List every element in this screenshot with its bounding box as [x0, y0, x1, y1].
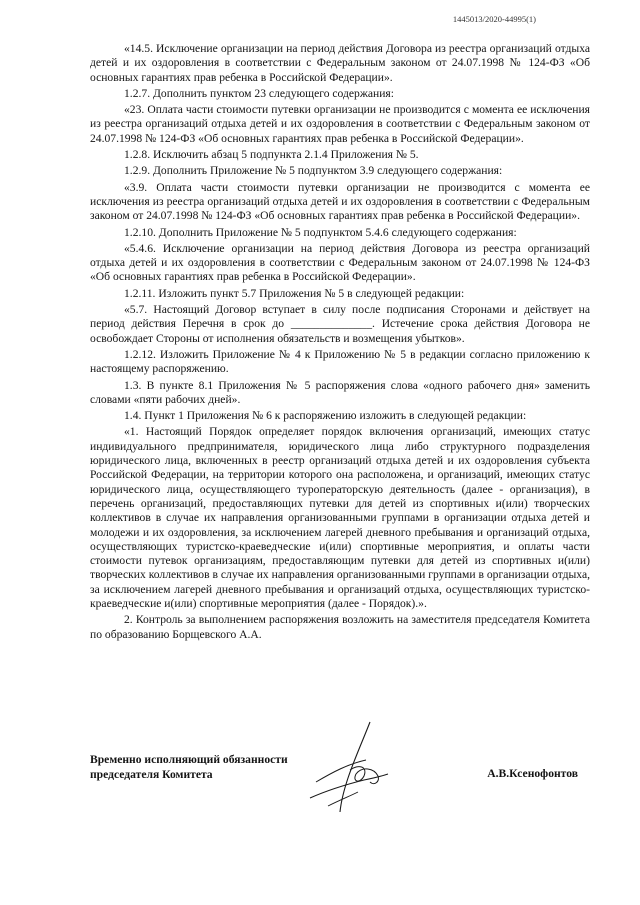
signatory-title	[90, 753, 288, 782]
paragraph: 1.2.12. Изложить Приложение № 4 к Приложению № 5 в редакции согласно приложению к настоящему распоряжению.	[90, 347, 590, 376]
paragraph: «14.5. Исключение организации на период действия Договора из реестра организаций отдыха детей и их оздоровления в соответствии с Федеральным законом от 24.07.1998 № 124-ФЗ «Об основных гарантиях прав ребенка в Российской Федерации».	[90, 42, 590, 84]
paragraph: 1.2.7. Дополнить пунктом 23 следующего содержания:	[124, 86, 394, 100]
paragraph: 2. Контроль за выполнением распоряжения возложить на заместителя председателя Комитета по образованию Борщевского А.А.	[90, 613, 590, 641]
signatory-title-line: Временно исполняющий обязанности	[90, 753, 288, 766]
handwritten-signature-icon	[308, 720, 418, 820]
document-body	[90, 42, 590, 644]
paragraph: «1. Настоящий Порядок определяет порядок включения организаций, имеющих статус индивидуального предпринимателя, юридического лица либо структурного подразделения юридического лица, включенных в реестр организаций отдыха детей и их оздоровления субъекта Российской Федерации, на территории которого она расположена, и организаций, имеющих статус юридического лица, осуществляющего туроператорскую деятельность (далее - организация), в перечень организаций, предоставляющих путевки для детей из спортивных и(или) творческих коллективов в случае их направления организованными группами в организации отдыха детей и молодежи и их оздоровления, за исключением лагерей дневного пребывания и организаций отдыха, осуществляющих туристско-краеведческие и(или) спортивные мероприятия, и оплаты части стоимости путевок организациям, предоставляющим путевки для детей из спортивных и(или) творческих коллективов в случае их направления организованными группами в организации отдыха, за исключением лагерей дневного пребывания и организаций отдыха, осуществляющих туристско-краеведческие и(или) спортивные мероприятия (далее - Порядок).».	[90, 425, 590, 610]
document-id: 1445013/2020-44995(1)	[452, 14, 536, 24]
signatory-title-line: председателя Комитета	[90, 767, 213, 781]
paragraph: 1.2.10. Дополнить Приложение № 5 подпунктом 5.4.6 следующего содержания:	[124, 225, 517, 239]
paragraph: 1.2.9. Дополнить Приложение № 5 подпунктом 3.9 следующего содержания:	[124, 164, 503, 178]
paragraph: «3.9. Оплата части стоимости путевки организации не производится с момента ее исключения из реестра организаций отдыха детей и их оздоровления в соответствии с Федеральным законом от 24.07.1998 № 124-ФЗ «Об основных гарантиях прав ребенка в Российской Федерации».	[90, 180, 590, 223]
paragraph: 1.2.8. Исключить абзац 5 подпункта 2.1.4 Приложения № 5.	[124, 148, 419, 162]
signature-block	[90, 753, 590, 833]
paragraph: «5.7. Настоящий Договор вступает в силу после подписания Сторонами и действует на период действия Перечня в срок до ______________. Истечение срока действия Договора не освобождает Стороны от исполнения обязательств и возмещения убытков».	[90, 303, 590, 345]
paragraph: 1.2.11. Изложить пункт 5.7 Приложения № 5 в следующей редакции:	[124, 286, 465, 300]
paragraph: «23. Оплата части стоимости путевки организации не производится с момента ее исключения из реестра организаций отдыха детей и их оздоровления в соответствии с Федеральным законом от 24.07.1998 № 124-ФЗ «Об основных гарантиях прав ребенка в Российской Федерации».	[90, 103, 590, 145]
signatory-name: А.В.Ксенофонтов	[487, 767, 578, 780]
paragraph: «5.4.6. Исключение организации на период действия Договора из реестра организаций отдыха детей и их оздоровления в соответствии с Федеральным законом от 24.07.1998 № 124-ФЗ «Об основных гарантиях прав ребенка в Российской Федерации».	[90, 241, 590, 284]
paragraph: 1.3. В пункте 8.1 Приложения № 5 распоряжения слова «одного рабочего дня» заменить словами «пяти рабочих дней».	[90, 378, 590, 406]
paragraph: 1.4. Пункт 1 Приложения № 6 к распоряжению изложить в следующей редакции:	[124, 409, 527, 423]
